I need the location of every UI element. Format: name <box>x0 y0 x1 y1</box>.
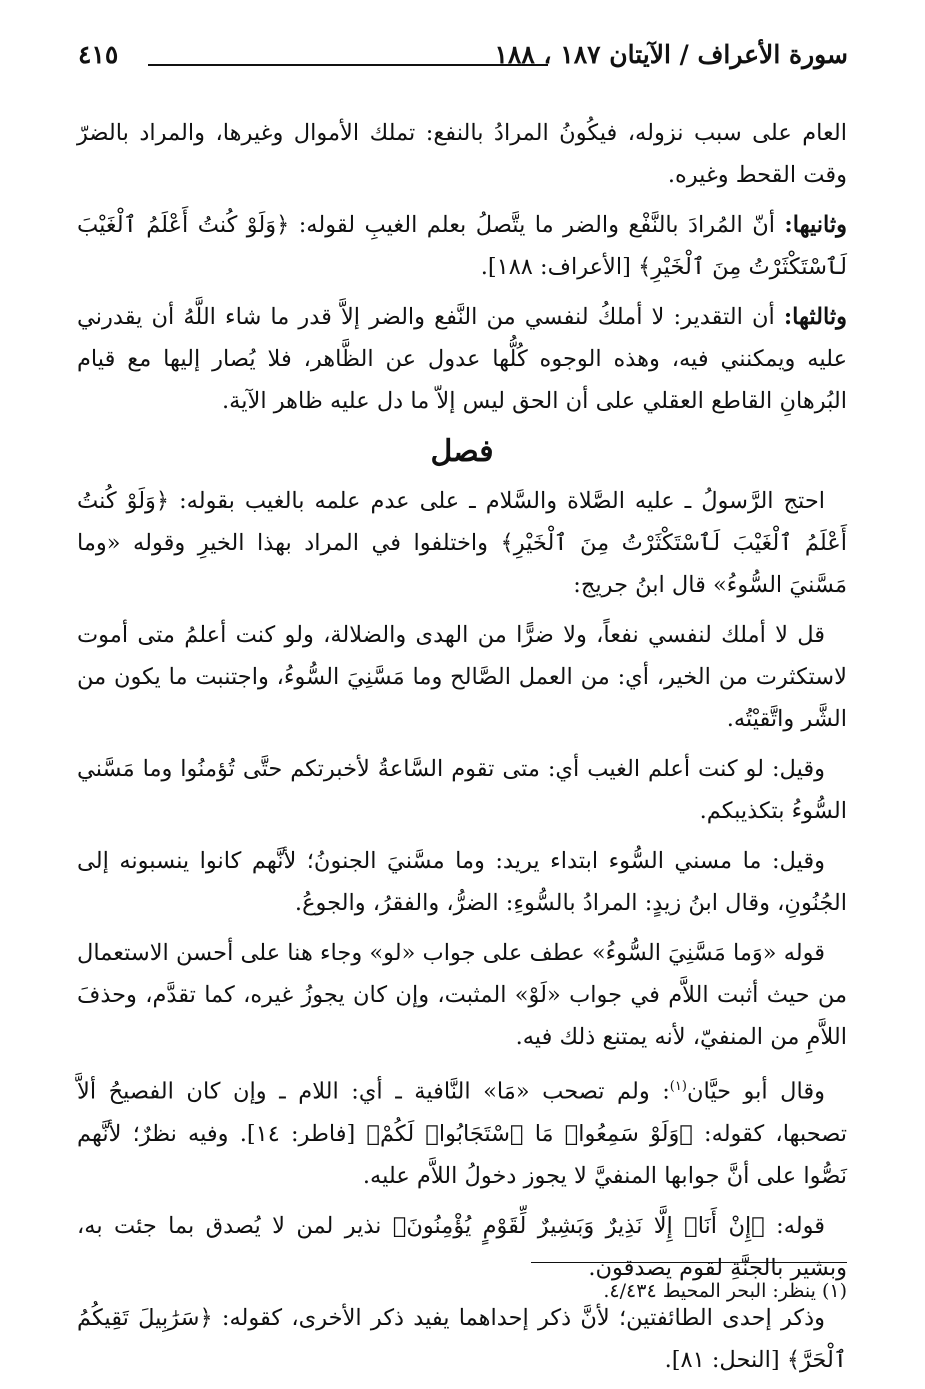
paragraph-2-text: أنّ المُرادَ بالنَّفْع والضر ما يتَّصلُ بعلم الغيبِ لقوله: <box>298 212 775 238</box>
section-heading: فصل <box>430 434 494 469</box>
paragraph-1-text: العام على سبب نزوله، فيكُونُ المرادُ بالنفع: تملك الأموال وغيرها، والمراد بالضرّ وقت القحط وغيره. <box>77 120 847 188</box>
verse-reference: [الأعراف: ١٨٨]. <box>480 254 631 280</box>
paragraph-3 <box>77 296 847 422</box>
paragraph-11-text-a: وذكر إحدى الطائفتين؛ لأنَّ ذكر إحداهما يفيد ذكر الأخرى، كقوله: <box>221 1304 826 1331</box>
paragraph-4 <box>77 480 847 606</box>
paragraph-5 <box>77 614 847 740</box>
paragraph-3-text: أن التقدير: لا أملكُ لنفسي من النَّفع والضر إلاَّ قدر ما شاء اللَّهُ أن يقدرني عليه ويمكنني فيه، وهذه الوجوه كُلُّها عدول عن الظَّاهر، فلا يُصار إليها مع قيام البُرهانِ القاطع العقلي على أن الحق ليس إلاّ ما دل عليه ظاهر الآية. <box>77 304 847 414</box>
quran-quote: ﴿إِنْ أَنَا۠ إِلَّا نَذِيرٌ وَبَشِيرٌ لِّقَوْمٍ يُؤْمِنُونَ﴾ <box>392 1212 765 1239</box>
paragraph-8 <box>77 932 847 1058</box>
paragraph-2 <box>77 204 847 288</box>
quran-quote: ﴿وَلَوْ كُنتُ أَعْلَمُ ٱلْغَيْبَ لَٱسْتَكْثَرْتُ مِنَ ٱلْخَيْرِ﴾ <box>77 212 847 280</box>
paragraph-11 <box>77 1297 847 1381</box>
footnote: (١) ينظر: البحر المحيط ٤/٤٣٤. <box>603 1280 847 1302</box>
paragraph-5-text: قل لا أملك لنفسي نفعاً، ولا ضرًّا من الهدى والضلالة، ولو كنت أعلمُ متى أموت لاستكثرت من الخير، أي: من العمل الصَّالح وما مَسَّنِيَ السُّوءُ، واجتنبت ما يكون من الشَّر واتَّقيْتُه. <box>77 622 847 732</box>
paragraph-10-text-b: نذير لمن لا يُصدق بما جئت به، وبشير بالجنَّةِ لقوم يصدقون. <box>77 1212 847 1281</box>
paragraph-1 <box>77 112 847 196</box>
paragraph-9-text-a: وقال أبو حيَّان <box>686 1078 825 1105</box>
footnote-marker[interactable]: (١) <box>669 1079 687 1094</box>
paragraph-9-text-c: [فاطر: ١٤]. وفيه نظرٌ؛ لأنَّهم نَصُّوا على أنَّ جوابها المنفيَّ لا يجوز دخولُ اللاَّم عليه. <box>77 1120 847 1189</box>
footnote-rule <box>531 1262 847 1263</box>
paragraph-6-text: وقيل: لو كنت أعلم الغيب أي: متى تقوم السَّاعةُ لأخبرتكم حتَّى تُؤمنُوا وما مَسَّني السُّوءُ بتكذيبكم. <box>77 756 847 824</box>
quran-quote: ﴿سَرَٰبِيلَ تَقِيكُمُ ٱلْحَرَّ﴾ <box>77 1304 847 1373</box>
paragraph-2-lead: وثانيها: <box>784 212 847 238</box>
paragraph-6 <box>77 748 847 832</box>
header-rule <box>148 64 548 66</box>
paragraph-10-text-a: قوله: <box>776 1212 826 1239</box>
paragraph-4-text-b: واختلفوا في المراد بهذا الخيرِ وقوله «وما مَسَّنيَ السُّوءُ» قال ابنُ جريج: <box>77 530 847 598</box>
paragraph-9-text-b: : ولم تصحب «مَا» النَّافية ـ أي: اللام ـ وإن كان الفصيحُ ألاَّ تصحبها، كقوله: <box>77 1078 848 1147</box>
main-text <box>77 112 847 1389</box>
paragraph-7 <box>77 840 847 924</box>
quran-quote: ﴿وَلَوْ سَمِعُوا۟ مَا ٱسْتَجَابُوا۟ لَكُمْ﴾ <box>366 1120 693 1147</box>
page-header <box>78 40 848 84</box>
paragraph-8-text: قوله «وَما مَسَّنِيَ السُّوءُ» عطف على جواب «لو» وجاء هنا على أحسن الاستعمال من حيث أثبت اللاَّم في جواب «لَوْ» المثبت، وإن كان يجوزُ غيره، كما تقدَّم، وحذفَ اللاَّمِ من المنفيّ، لأنه يمتنع ذلك فيه. <box>77 940 847 1050</box>
paragraph-4-text-a: احتج الرَّسولُ ـ عليه الصَّلاة والسَّلام ـ على عدم علمه بالغيب بقوله: <box>179 488 825 514</box>
quran-quote: ﴿وَلَوْ كُنتُ أَعْلَمُ ٱلْغَيْبَ لَٱسْتَكْثَرْتُ مِنَ ٱلْخَيْرِ﴾ <box>77 488 848 556</box>
paragraph-9 <box>77 1066 847 1197</box>
running-title: سورة الأعراف / الآيتان ١٨٧ ، ١٨٨ <box>494 40 848 69</box>
page-number: ٤١٥ <box>78 40 119 69</box>
paragraph-3-lead: وثالثها: <box>783 304 847 330</box>
paragraph-11-text-b: [النحل: ٨١]. <box>664 1346 780 1373</box>
paragraph-7-text: وقيل: ما مسني السُّوء ابتداء يريد: وما مسَّنيَ الجنونُ؛ لأنَّهم كانوا ينسبونه إلى الجُنُونِ، وقال ابنُ زيدٍ: المرادُ بالسُّوءِ: الضرُّ، والفقرُ، والجوعُ. <box>77 848 847 916</box>
